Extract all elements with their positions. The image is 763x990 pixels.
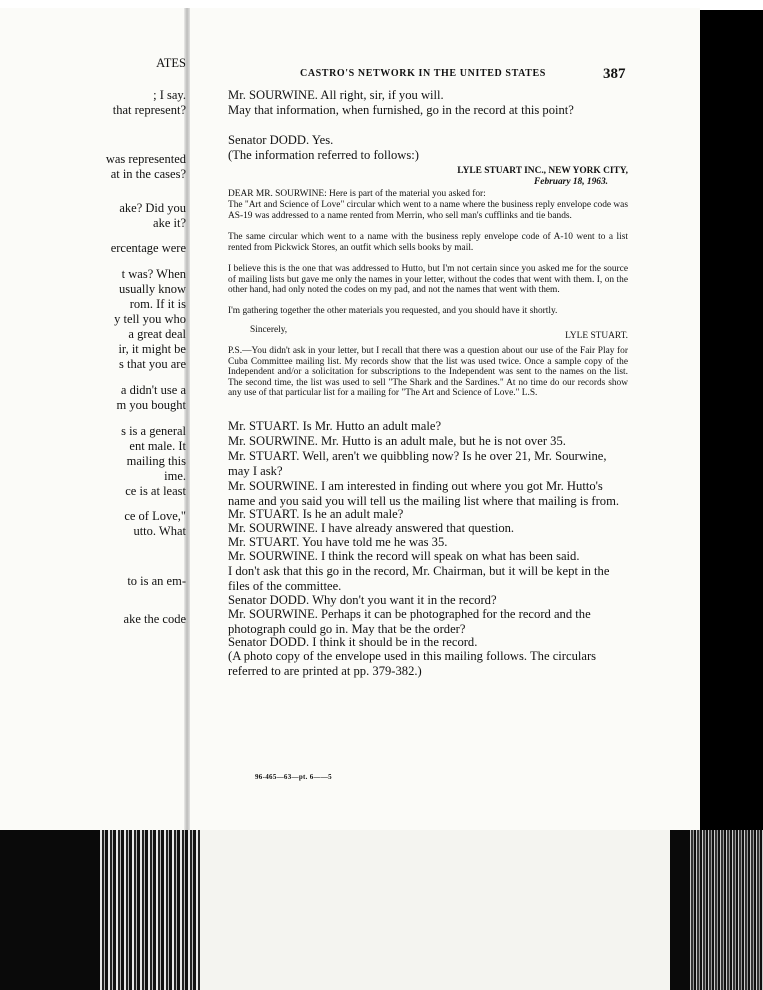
running-title: CASTRO'S NETWORK IN THE UNITED STATES [300, 68, 546, 79]
scan-right-edge [700, 10, 763, 830]
margin-fragment: s that you are [119, 357, 186, 371]
scan-page-underneath [200, 830, 670, 990]
letter-paragraph: I'm gathering together the other materials you requested, and you should have it shortly. [228, 306, 558, 316]
letter-paragraph: The "Art and Science of Love" circular which went to a name where the business reply envelope code was AS-19 was addressed to a name rented from Merrin, who sell man's cufflinks and tie bands. [228, 200, 628, 221]
paragraph: (The information referred to follows:) [228, 148, 419, 162]
margin-fragment: ime. [164, 469, 186, 483]
margin-fragment: usually know [118, 282, 186, 296]
margin-fragment: s is a general [121, 424, 186, 438]
paragraph: Mr. SOURWINE. All right, sir, if you will. [228, 88, 444, 102]
scan-page-stack-left [100, 830, 200, 990]
testimony-line: Mr. STUART. You have told me he was 35. [228, 535, 448, 549]
margin-fragment: y tell you who [114, 312, 186, 326]
letter-salutation: DEAR MR. SOURWINE: Here is part of the material you asked for: [228, 189, 486, 199]
margin-fragment: a great deal [128, 327, 186, 341]
testimony-line: Mr. STUART. Well, aren't we quibbling now? Is he over 21, Mr. Sourwine, may I ask? [228, 449, 607, 478]
margin-fragment: ake the code [123, 612, 186, 626]
testimony-line: Mr. STUART. Is Mr. Hutto an adult male? [228, 419, 442, 433]
testimony-line: Mr. SOURWINE. I have already answered that question. [228, 521, 515, 535]
margin-fragment: ent male. It [129, 439, 186, 453]
letter-paragraph: The same circular which went to a name with the business reply envelope code of A-10 went to a list rented from Pickwick Stores, an outfit which sells books by mail. [228, 232, 628, 253]
paragraph: Senator DODD. Yes. [228, 133, 334, 147]
page-number: 387 [603, 66, 626, 82]
paragraph: May that information, when furnished, go in the record at this point? [228, 103, 574, 117]
testimony-line: Mr. SOURWINE. Mr. Hutto is an adult male, but he is not over 35. [228, 434, 566, 448]
testimony-line: Mr. STUART. Is he an adult male? [228, 507, 404, 521]
document-page [0, 8, 700, 830]
margin-fragment: m you bought [116, 398, 186, 412]
testimony-line: Mr. SOURWINE. I think the record will speak on what has been said. [228, 549, 580, 563]
margin-fragment: at in the cases? [110, 167, 186, 181]
testimony-line: Senator DODD. Why don't you want it in the record? [228, 593, 497, 607]
margin-fragment: mailing this [126, 454, 186, 468]
margin-fragment: ake? Did you [119, 201, 186, 215]
margin-fragment: rom. If it is [129, 297, 186, 311]
previous-page-margin [0, 8, 186, 830]
letter-signature: LYLE STUART. [565, 331, 628, 341]
testimony-line: Senator DODD. I think it should be in the record. [228, 635, 478, 649]
letter-closing: Sincerely, [250, 325, 288, 335]
letter-postscript: P.S.—You didn't ask in your letter, but I recall that there was a question about our use of the Fair Play for Cuba Committee mailing list. My records show that the list was used twice. Once a sample copy of the Independent and/or a solicitation for subscriptions to the Independent was sent to the names on the list. The second time, the list was used to sell "The Shark and the Sardines." At no time do our records show any use of that particular list for a mailing for "The Art and Science of Love." L.S. [228, 346, 628, 399]
margin-fragment: ake it? [153, 216, 186, 230]
margin-fragment: ce of Love," [124, 509, 186, 523]
scan-page-stack-right [690, 830, 763, 990]
margin-fragment: to is an em- [127, 574, 186, 588]
letter-date: February 18, 1963. [534, 177, 608, 187]
margin-fragment: was represented [105, 152, 186, 166]
margin-fragment: t was? When [121, 267, 186, 281]
testimony-line: (A photo copy of the envelope used in this mailing follows. The circulars referred to are printed at pp. 379-382.) [228, 649, 597, 678]
margin-fragment: ; I say. [153, 88, 186, 102]
margin-fragment: a didn't use a [120, 383, 186, 397]
letter-paragraph: I believe this is the one that was addressed to Hutto, but I'm not certain since you asked me for the source of mailing lists but gave me only the names in your letter, without the codes that went with them. I, on the other hand, had only noted the codes on my pad, and not the names that went with them. [228, 264, 628, 296]
margin-fragment: ir, it might be [118, 342, 186, 356]
letter-sender: LYLE STUART INC., NEW YORK CITY, [457, 166, 628, 176]
testimony-line: I don't ask that this go in the record, Mr. Chairman, but it will be kept in the files of the committee. [228, 564, 610, 593]
print-code: 96-465—63—pt. 6——5 [255, 773, 332, 781]
testimony-line: Mr. SOURWINE. Perhaps it can be photographed for the record and the photograph could go in. May that be the order? [228, 607, 591, 636]
margin-fragment: ce is at least [125, 484, 186, 498]
margin-fragment: ercentage were [110, 241, 186, 255]
margin-fragment: ATES [156, 56, 186, 70]
margin-fragment: utto. What [133, 524, 186, 538]
margin-fragment: that represent? [112, 103, 186, 117]
testimony-line: Mr. SOURWINE. I am interested in finding out where you got Mr. Hutto's name and you said you will tell us the mailing list where that mailing is from. [228, 479, 620, 508]
